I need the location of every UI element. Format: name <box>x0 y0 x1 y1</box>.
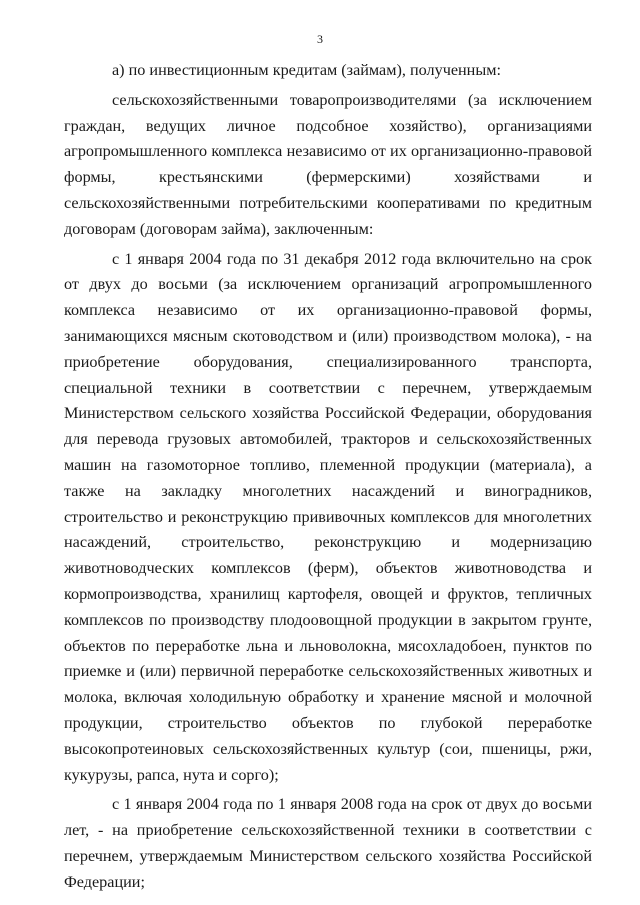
paragraph-2004-2008: с 1 января 2004 года по 1 января 2008 года на срок от двух до восьми лет, - на приобретение сельскохозяйственной техники в соответствии с перечнем, утверждаемым Министерством сельского хозяйства Российской Федерации; <box>64 795 592 891</box>
paragraph-borrowers: сельскохозяйственными товаропроизводителями (за исключением граждан, ведущих личное подсобное хозяйство), организациями агропромышленного комплекса независимо от их организационно-правовой формы, крестьянскими (фермерскими) хозяйствами и сельскохозяйственными потребительскими кооперативами по кредитным договорам (договорам займа), заключенным: <box>64 90 592 238</box>
paragraph-2004-2012: с 1 января 2004 года по 31 декабря 2012 года включительно на срок от двух до восьми (за исключением организаций агропромышленного комплекса независимо от их организационно-правовой формы, занимающихся мясным скотоводством и (или) производством молока), - на приобретение оборудования, специализированного транспорта, специальной техники в соответствии с перечнем, утверждаемым Министерством сельского хозяйства Российской Федерации, оборудования для перевода грузовых автомобилей, тракторов и сельскохозяйственных машин на газомоторное топливо, племенной продукции (материала), а также на закладку многолетних насаждений и виноградников, строительство и реконструкцию прививочных комплексов для многолетних насаждений, строительство, реконструкцию и модернизацию животноводческих комплексов (ферм), объектов животноводства и кормопроизводства, хранилищ картофеля, овощей и фруктов, тепличных комплексов по производству плодоовощной продукции в закрытом грунте, объектов по переработке льна и льноволокна, мясохладобоен, пунктов по приемке и (или) первичной переработке сельскохозяйственных животных и молока, включая холодильную обработку и хранение мясной и молочной продукции, строительство объектов по глубокой переработке высокопротеиновых сельскохозяйственных культур (сои, пшеницы, ржи, кукурузы, рапса, нута и сорго); <box>64 249 592 784</box>
page-number: 3 <box>317 32 323 46</box>
document-body <box>64 58 592 896</box>
paragraph-intro: а) по инвестиционным кредитам (займам), полученным: <box>112 61 501 79</box>
